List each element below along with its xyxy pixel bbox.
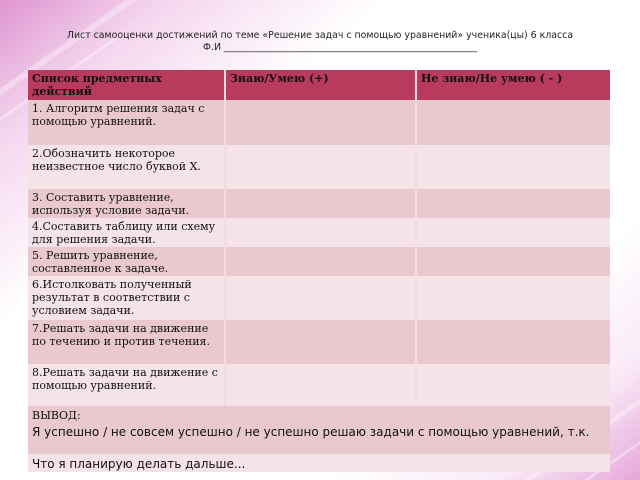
header-know: Знаю/Умею (+) <box>226 70 415 100</box>
header-dont-know: Не знаю/Не умею ( - ) <box>417 70 610 100</box>
title-line-1: Лист самооценки достижений по теме «Решение задач с помощью уравнений» ученика(цы) 6 класса <box>66 30 574 41</box>
row-4-label: 4.Составить таблицу или схему для решения задачи. <box>28 218 224 247</box>
row-3-know-cell[interactable] <box>226 189 415 218</box>
row-7-know-cell[interactable] <box>226 320 415 364</box>
row-6-dont-know-cell[interactable] <box>417 276 610 320</box>
row-7-label: 7.Решать задачи на движение по течению и против течения. <box>28 320 224 364</box>
row-4-know-cell[interactable] <box>226 218 415 247</box>
row-7-dont-know-cell[interactable] <box>417 320 610 364</box>
row-8-label: 8.Решать задачи на движение с помощью уравнений. <box>28 364 224 406</box>
row-8-know-cell[interactable] <box>226 364 415 406</box>
row-2-dont-know-cell[interactable] <box>417 145 610 189</box>
row-5-label: 5. Решить уравнение, составленное к задаче. <box>28 247 224 276</box>
row-5-know-cell[interactable] <box>226 247 415 276</box>
row-1-label: 1. Алгоритм решения задач с помощью уравнений. <box>28 100 224 145</box>
row-6-label: 6.Истолковать полученный результат в соответствии с условием задачи. <box>28 276 224 320</box>
row-3-label: 3. Составить уравнение, используя условие задачи. <box>28 189 224 218</box>
conclusion-text: Я успешно / не совсем успешно / не успешно решаю задачи с помощью уравнений, т.к. <box>32 425 590 439</box>
page-title <box>40 30 600 54</box>
conclusion-row[interactable] <box>28 406 610 454</box>
self-assessment-table <box>28 70 610 472</box>
header-actions: Список предметных действий <box>28 70 224 100</box>
row-5-dont-know-cell[interactable] <box>417 247 610 276</box>
plan-row[interactable] <box>28 454 610 472</box>
row-2-know-cell[interactable] <box>226 145 415 189</box>
conclusion-label: ВЫВОД: <box>32 409 81 422</box>
row-1-know-cell[interactable] <box>226 100 415 145</box>
row-2-label: 2.Обозначить некоторое неизвестное число буквой Х. <box>28 145 224 189</box>
row-1-dont-know-cell[interactable] <box>417 100 610 145</box>
row-8-dont-know-cell[interactable] <box>417 364 610 406</box>
plan-text: Что я планирую делать дальше... <box>32 457 246 471</box>
title-line-2: Ф.И ______________________________________________________ <box>202 42 478 53</box>
row-6-know-cell[interactable] <box>226 276 415 320</box>
row-4-dont-know-cell[interactable] <box>417 218 610 247</box>
row-3-dont-know-cell[interactable] <box>417 189 610 218</box>
